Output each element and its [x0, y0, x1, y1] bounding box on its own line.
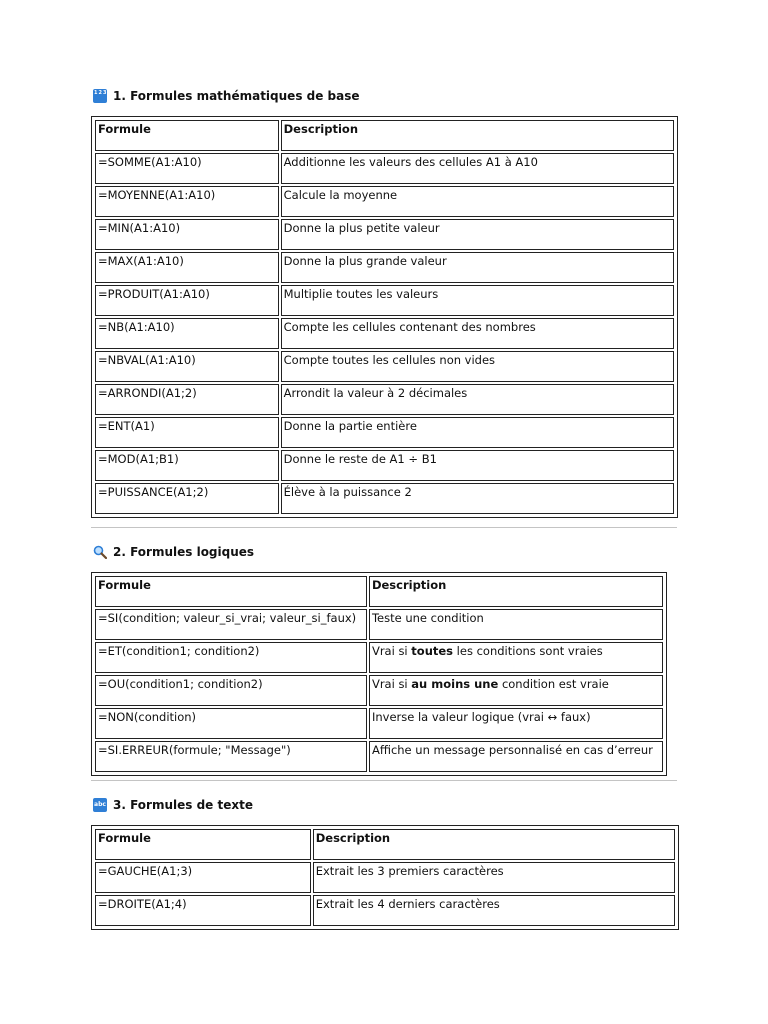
abc-icon: [93, 798, 107, 812]
header-description: Description: [283, 122, 359, 136]
table-header-row: [95, 576, 663, 607]
description-cell: Multiplie toutes les valeurs: [283, 287, 439, 301]
table-row: [95, 417, 674, 448]
desc-text: les conditions sont vraies: [453, 644, 603, 658]
description-cell: [372, 643, 662, 658]
table-row: [95, 351, 674, 382]
description-cell: Compte toutes les cellules non vides: [283, 353, 496, 367]
table-row: [95, 675, 663, 706]
formula-cell: =ET(condition1; condition2): [98, 644, 260, 658]
table-row: [95, 186, 674, 217]
description-cell: Donne la plus grande valeur: [283, 254, 447, 268]
description-cell: Donne la plus petite valeur: [283, 221, 440, 235]
desc-text: condition est vraie: [498, 677, 609, 691]
formula-cell: =MOD(A1;B1): [98, 452, 179, 466]
section-divider: [91, 780, 677, 781]
table-row: [95, 384, 674, 415]
section-heading-text: [93, 795, 253, 815]
header-description: Description: [315, 831, 391, 845]
section-heading-math: [93, 86, 360, 106]
table-header-row: [95, 829, 675, 860]
numbers-icon: [93, 89, 107, 103]
magnifier-icon: [93, 545, 107, 559]
section-title: 3. Formules de texte: [113, 798, 253, 812]
description-cell: Donne le reste de A1 ÷ B1: [283, 452, 437, 466]
section-divider: [91, 527, 677, 528]
section-title: 1. Formules mathématiques de base: [113, 89, 360, 103]
header-formule: Formule: [98, 122, 151, 136]
formula-cell: =MAX(A1:A10): [98, 254, 184, 268]
table-row: [95, 219, 674, 250]
logic-formulas-table: [91, 572, 667, 776]
formula-cell: =MOYENNE(A1:A10): [98, 188, 216, 202]
table-row: [95, 153, 674, 184]
description-cell: Extrait les 3 premiers caractères: [315, 864, 504, 878]
desc-bold: au moins une: [411, 677, 499, 691]
formula-cell: =SI.ERREUR(formule; "Message"): [98, 743, 291, 757]
table-row: [95, 895, 675, 926]
formula-cell: =PRODUIT(A1:A10): [98, 287, 210, 301]
formula-cell: =ARRONDI(A1;2): [98, 386, 197, 400]
text-formulas-table: [91, 825, 679, 930]
table-header-row: [95, 120, 674, 151]
table-row: [95, 708, 663, 739]
math-formulas-table: [91, 116, 678, 518]
header-formule: Formule: [98, 831, 151, 845]
table-row: [95, 285, 674, 316]
description-cell: Élève à la puissance 2: [283, 485, 412, 499]
description-cell: [372, 676, 662, 691]
header-formule: Formule: [98, 578, 151, 592]
formula-cell: =NB(A1:A10): [98, 320, 175, 334]
description-cell: Affiche un message personnalisé en cas d’erreur: [371, 743, 653, 757]
description-cell: Donne la partie entière: [283, 419, 417, 433]
table-row: [95, 741, 663, 772]
desc-text: Vrai si: [371, 644, 412, 658]
table-row: [95, 252, 674, 283]
formula-cell: =DROITE(A1;4): [98, 897, 187, 911]
formula-cell: =NON(condition): [98, 710, 197, 724]
formula-cell: =NBVAL(A1:A10): [98, 353, 196, 367]
header-description: Description: [371, 578, 447, 592]
formula-cell: =PUISSANCE(A1;2): [98, 485, 209, 499]
table-row: [95, 642, 663, 673]
description-cell: Additionne les valeurs des cellules A1 à A10: [283, 155, 538, 169]
section-title: 2. Formules logiques: [113, 545, 255, 559]
description-cell: Teste une condition: [371, 611, 484, 625]
desc-text: Vrai si: [371, 677, 412, 691]
formula-cell: =ENT(A1): [98, 419, 155, 433]
formula-cell: =OU(condition1; condition2): [98, 677, 263, 691]
table-row: [95, 609, 663, 640]
formula-cell: =MIN(A1:A10): [98, 221, 181, 235]
formula-cell: =GAUCHE(A1;3): [98, 864, 193, 878]
table-row: [95, 483, 674, 514]
description-cell: Compte les cellules contenant des nombres: [283, 320, 536, 334]
table-row: [95, 450, 674, 481]
formula-cell: =SOMME(A1:A10): [98, 155, 202, 169]
description-cell: Extrait les 4 derniers caractères: [315, 897, 500, 911]
formula-cell: =SI(condition; valeur_si_vrai; valeur_si_faux): [98, 611, 357, 625]
description-cell: Inverse la valeur logique (vrai ↔ faux): [371, 710, 591, 724]
desc-bold: toutes: [411, 644, 454, 658]
description-cell: Arrondit la valeur à 2 décimales: [283, 386, 468, 400]
table-row: [95, 318, 674, 349]
table-row: [95, 862, 675, 893]
section-heading-logic: [93, 542, 254, 562]
description-cell: Calcule la moyenne: [283, 188, 398, 202]
